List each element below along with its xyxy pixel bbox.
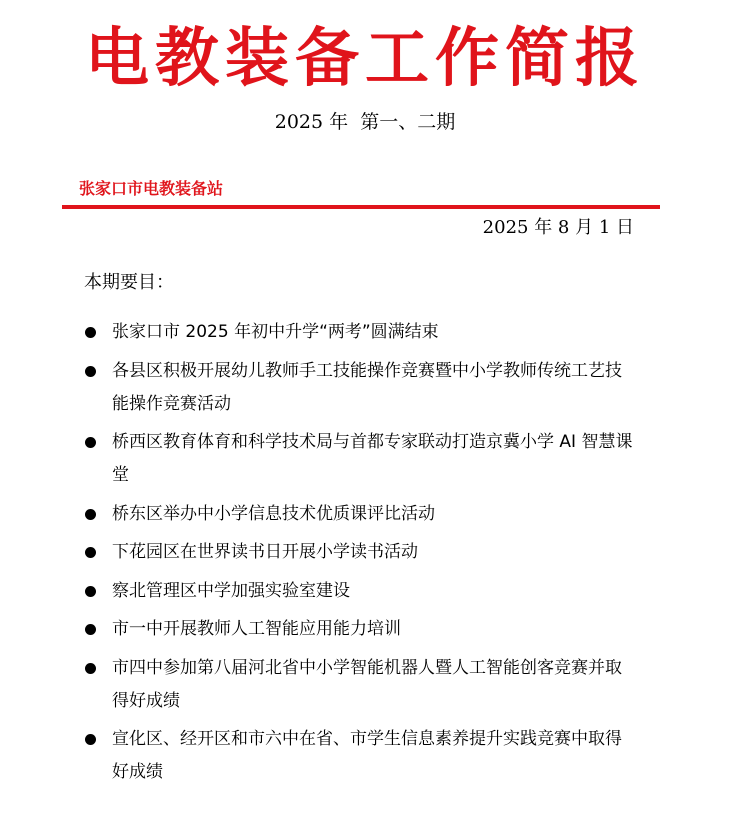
list-item (84, 498, 637, 531)
list-item-text: 下花园区在世界读书日开展小学读书活动 (112, 542, 418, 562)
issue-number: 2025 年 第一、二期 (274, 111, 456, 133)
list-item-text: 宣化区、经开区和市六中在省、市学生信息素养提升实践竞赛中取得好成绩 (112, 729, 622, 782)
list-item (84, 613, 637, 646)
bullet-icon (85, 437, 96, 448)
list-item-text: 市四中参加第八届河北省中小学智能机器人暨人工智能创客竞赛并取得好成绩 (112, 657, 622, 711)
publish-date: 2025 年 8 月 1 日 (482, 217, 634, 238)
header-divider (62, 205, 660, 209)
list-item-text: 桥西区教育体育和科学技术局与首都专家联动打造京冀小学 AI 智慧课堂 (112, 432, 633, 485)
list-item-text: 各县区积极开展幼儿教师手工技能操作竞赛暨中小学教师传统工艺技能操作竞赛活动 (112, 360, 622, 414)
list-item (84, 426, 637, 492)
list-item (84, 355, 637, 421)
bullet-icon (85, 366, 96, 377)
list-item-text: 察北管理区中学加强实验室建设 (112, 580, 350, 601)
list-item (84, 316, 637, 349)
bullet-icon (85, 509, 96, 520)
list-item-text: 市一中开展教师人工智能应用能力培训 (112, 619, 401, 639)
bullet-icon (85, 663, 96, 674)
list-item (84, 652, 637, 718)
newsletter-title: 电教装备工作简报 (85, 22, 645, 96)
contents-heading: 本期要目： (84, 272, 174, 293)
list-item-text: 桥东区举办中小学信息技术优质课评比活动 (112, 503, 435, 524)
bullet-icon (85, 734, 96, 745)
publisher-name: 张家口市电教装备站 (79, 179, 224, 198)
list-item-text: 张家口市 2025 年初中升学“两考”圆满结束 (112, 322, 439, 342)
contents-list (84, 316, 644, 795)
bullet-icon (85, 547, 96, 558)
list-item (84, 575, 637, 608)
bullet-icon (85, 327, 96, 338)
list-item (84, 536, 637, 569)
bullet-icon (85, 586, 96, 597)
list-item (84, 723, 637, 789)
bullet-icon (85, 624, 96, 635)
